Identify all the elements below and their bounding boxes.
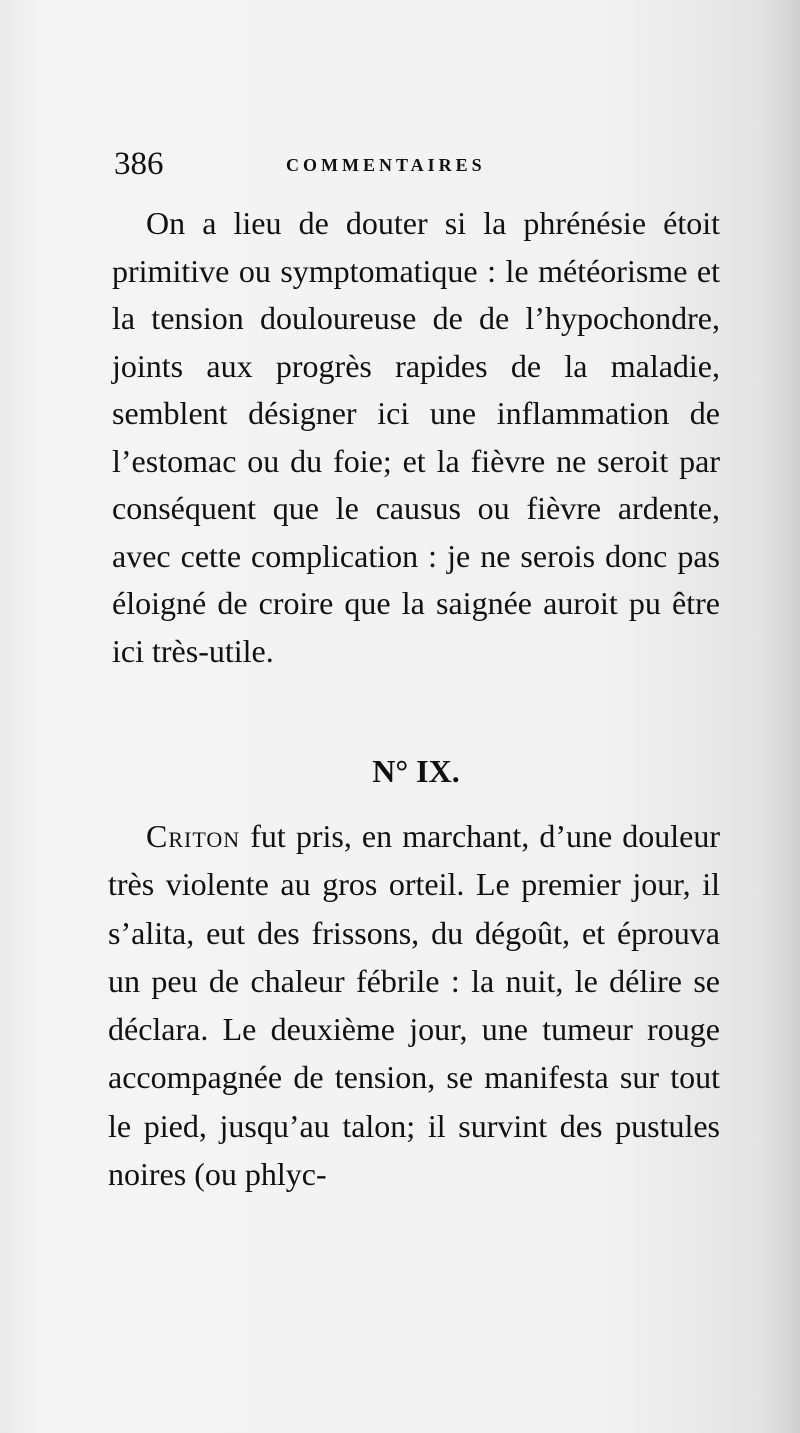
running-head: COMMENTAIRES bbox=[286, 155, 486, 175]
case-description: fut pris, en marchant, d’une douleur très violente au gros orteil. Le premier jour, il s’alita, eut des frissons, du dégoût, et éprouva un peu de chaleur fébrile : la nuit, le délire se déclara. Le deuxième jour, une tumeur rouge accompagnée de tension, se manifesta sur tout le pied, jusqu’au talon; il survint des pustules noires (ou phlyc- bbox=[108, 818, 720, 1193]
case-text-block bbox=[108, 812, 720, 1198]
paragraph-case bbox=[108, 812, 720, 1198]
body-text-block bbox=[112, 200, 720, 675]
page-header bbox=[114, 142, 614, 192]
section-heading: N° IX. bbox=[372, 753, 460, 789]
paragraph-commentary: On a lieu de douter si la phrénésie étoit primitive ou symptomatique : le météorisme et la tension douloureuse de de l’hypochondre, joints aux progrès rapides de la maladie, semblent désigner ici une inflammation de l’estomac ou du foie; et la fièvre ne seroit par conséquent que le causus ou fièvre ardente, avec cette complication : je ne serois donc pas éloigné de croire que la saignée auroit pu être ici très-utile. bbox=[112, 205, 720, 669]
patient-name: Criton bbox=[146, 818, 241, 854]
page-number: 386 bbox=[114, 146, 164, 182]
